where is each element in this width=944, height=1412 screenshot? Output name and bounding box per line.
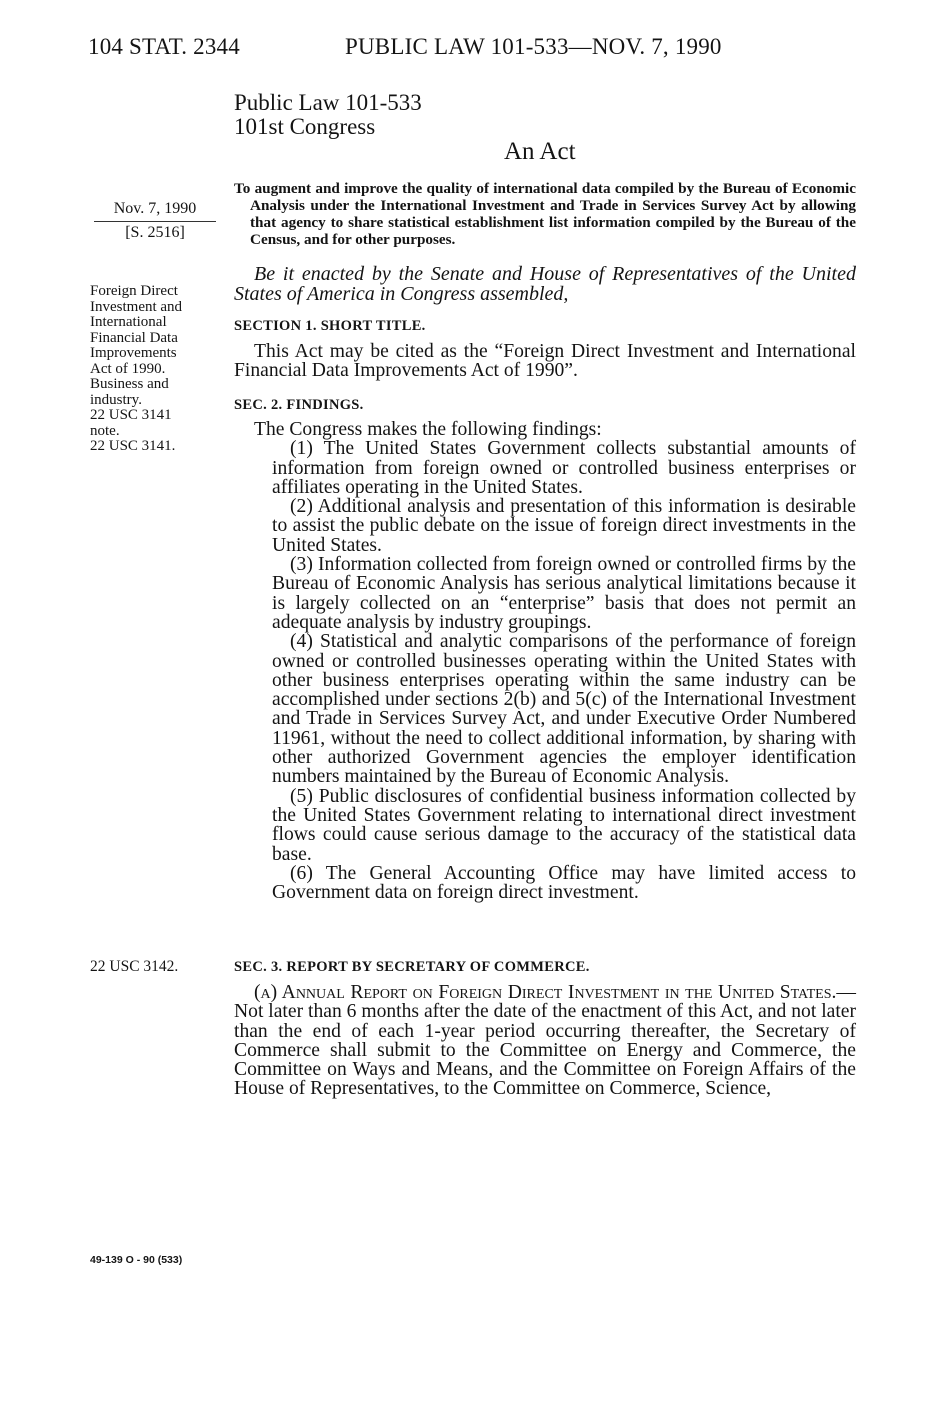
finding-item: (6) The General Accounting Office may have limited access to Government data on foreign direct investment. xyxy=(272,862,856,904)
margin-note-line: Business and xyxy=(90,376,169,392)
margin-note-line: Act of 1990. xyxy=(90,360,166,377)
margin-note-line: 22 USC 3141 xyxy=(90,407,172,423)
congress-number: 101st Congress xyxy=(234,114,376,139)
finding-item: (3) Information collected from foreign owned or controlled firms by the Bureau of Economic Analysis has serious analytical limitations because it is largely collected on an “enterprise” basis that does not permit an adequate analysis by industry groupings. xyxy=(272,554,856,633)
margin-note-line: Foreign Direct xyxy=(90,283,178,299)
finding-item: (5) Public disclosures of confidential business information collected by the United States Government relating to international direct investment flows could cause serious damage to the accuracy of the statistical data base. xyxy=(272,785,856,865)
long-title-text: To augment and improve the quality of international data compiled by the Bureau of Economic Analysis under the International Investment and Trade in Services Survey Act by allowing that agency to share statistical establishment list information compiled by the Bureau of the Census, and for other purposes. xyxy=(234,180,856,248)
law-number: Public Law 101-533 xyxy=(234,90,422,115)
section-3-body xyxy=(234,983,856,1099)
margin-note-line: 22 USC 3141. xyxy=(90,438,176,454)
long-title xyxy=(234,180,856,248)
margin-note-line: Financial Data xyxy=(90,329,178,346)
bill-number: [S. 2516] xyxy=(125,224,185,241)
section-3-heading: SEC. 3. REPORT BY SECRETARY OF COMMERCE. xyxy=(234,959,590,975)
finding-item: (1) The United States Government collects substantial amounts of information from foreign owned or controlled business enterprises or affiliates operating in the United States. xyxy=(272,438,856,498)
margin-note-line: Investment and xyxy=(90,298,183,315)
margin-date-note xyxy=(108,200,202,242)
finding-item: (2) Additional analysis and presentation of this information is desirable to assist the public debate on the issue of foreign direct investments in the United States. xyxy=(272,496,856,556)
subsection-a-text: —Not later than 6 months after the date of the enactment of this Act, and not later than the end of each 1-year period occurring thereafter, the Secretary of Commerce shall submit to the Committee on Energy and Commerce, the Committee on Ways and Means, and the Committee on Foreign Affairs of the House of Representatives, to the Committee on Commerce, Science, xyxy=(234,982,856,1100)
divider xyxy=(94,221,216,222)
running-header: PUBLIC LAW 101-533—NOV. 7, 1990 xyxy=(345,34,722,59)
act-label: An Act xyxy=(504,138,576,165)
margin-sec3-note: 22 USC 3142. xyxy=(90,958,179,975)
finding-item: (4) Statistical and analytic comparisons of the performance of foreign owned or controlled businesses operating within the United States with other business enterprises operating within the same industry can be accomplished under sections 2(b) and 5(c) of the International Investment and Trade in Services Survey Act, and under Executive Order Numbered 11961, without the need to collect additional information, by sharing with other authorized Government agencies the employer identification numbers maintained by the Bureau of Economic Analysis. xyxy=(272,631,856,788)
subsection-a-heading: (a) Annual Report on Foreign Direct Investment in the United States. xyxy=(254,982,837,1003)
findings-intro: The Congress makes the following findings: xyxy=(254,419,602,440)
title-block xyxy=(234,91,422,139)
enacting-clause-text: Be it enacted by the Senate and House of Representatives of the United States of America in Congress assembled, xyxy=(234,263,856,305)
section-1-text: This Act may be cited as the “Foreign Direct Investment and International Financial Data Improvements Act of 1990”. xyxy=(234,341,856,382)
margin-note-line: industry. xyxy=(90,391,142,408)
approval-date: Nov. 7, 1990 xyxy=(113,200,197,217)
margin-note-line: note. xyxy=(90,422,120,439)
section-2-body xyxy=(234,420,856,902)
margin-note-line: International xyxy=(90,314,167,330)
section-1-body xyxy=(234,342,856,381)
section-1-heading: SECTION 1. SHORT TITLE. xyxy=(234,318,426,334)
margin-short-title-note xyxy=(90,284,182,455)
margin-note-line: Improvements xyxy=(90,345,177,361)
section-2-heading: SEC. 2. FINDINGS. xyxy=(234,397,364,413)
print-code-footer: 49-139 O - 90 (533) xyxy=(90,1254,183,1266)
enacting-clause xyxy=(234,264,856,304)
page-stat-citation: 104 STAT. 2344 xyxy=(88,34,240,59)
